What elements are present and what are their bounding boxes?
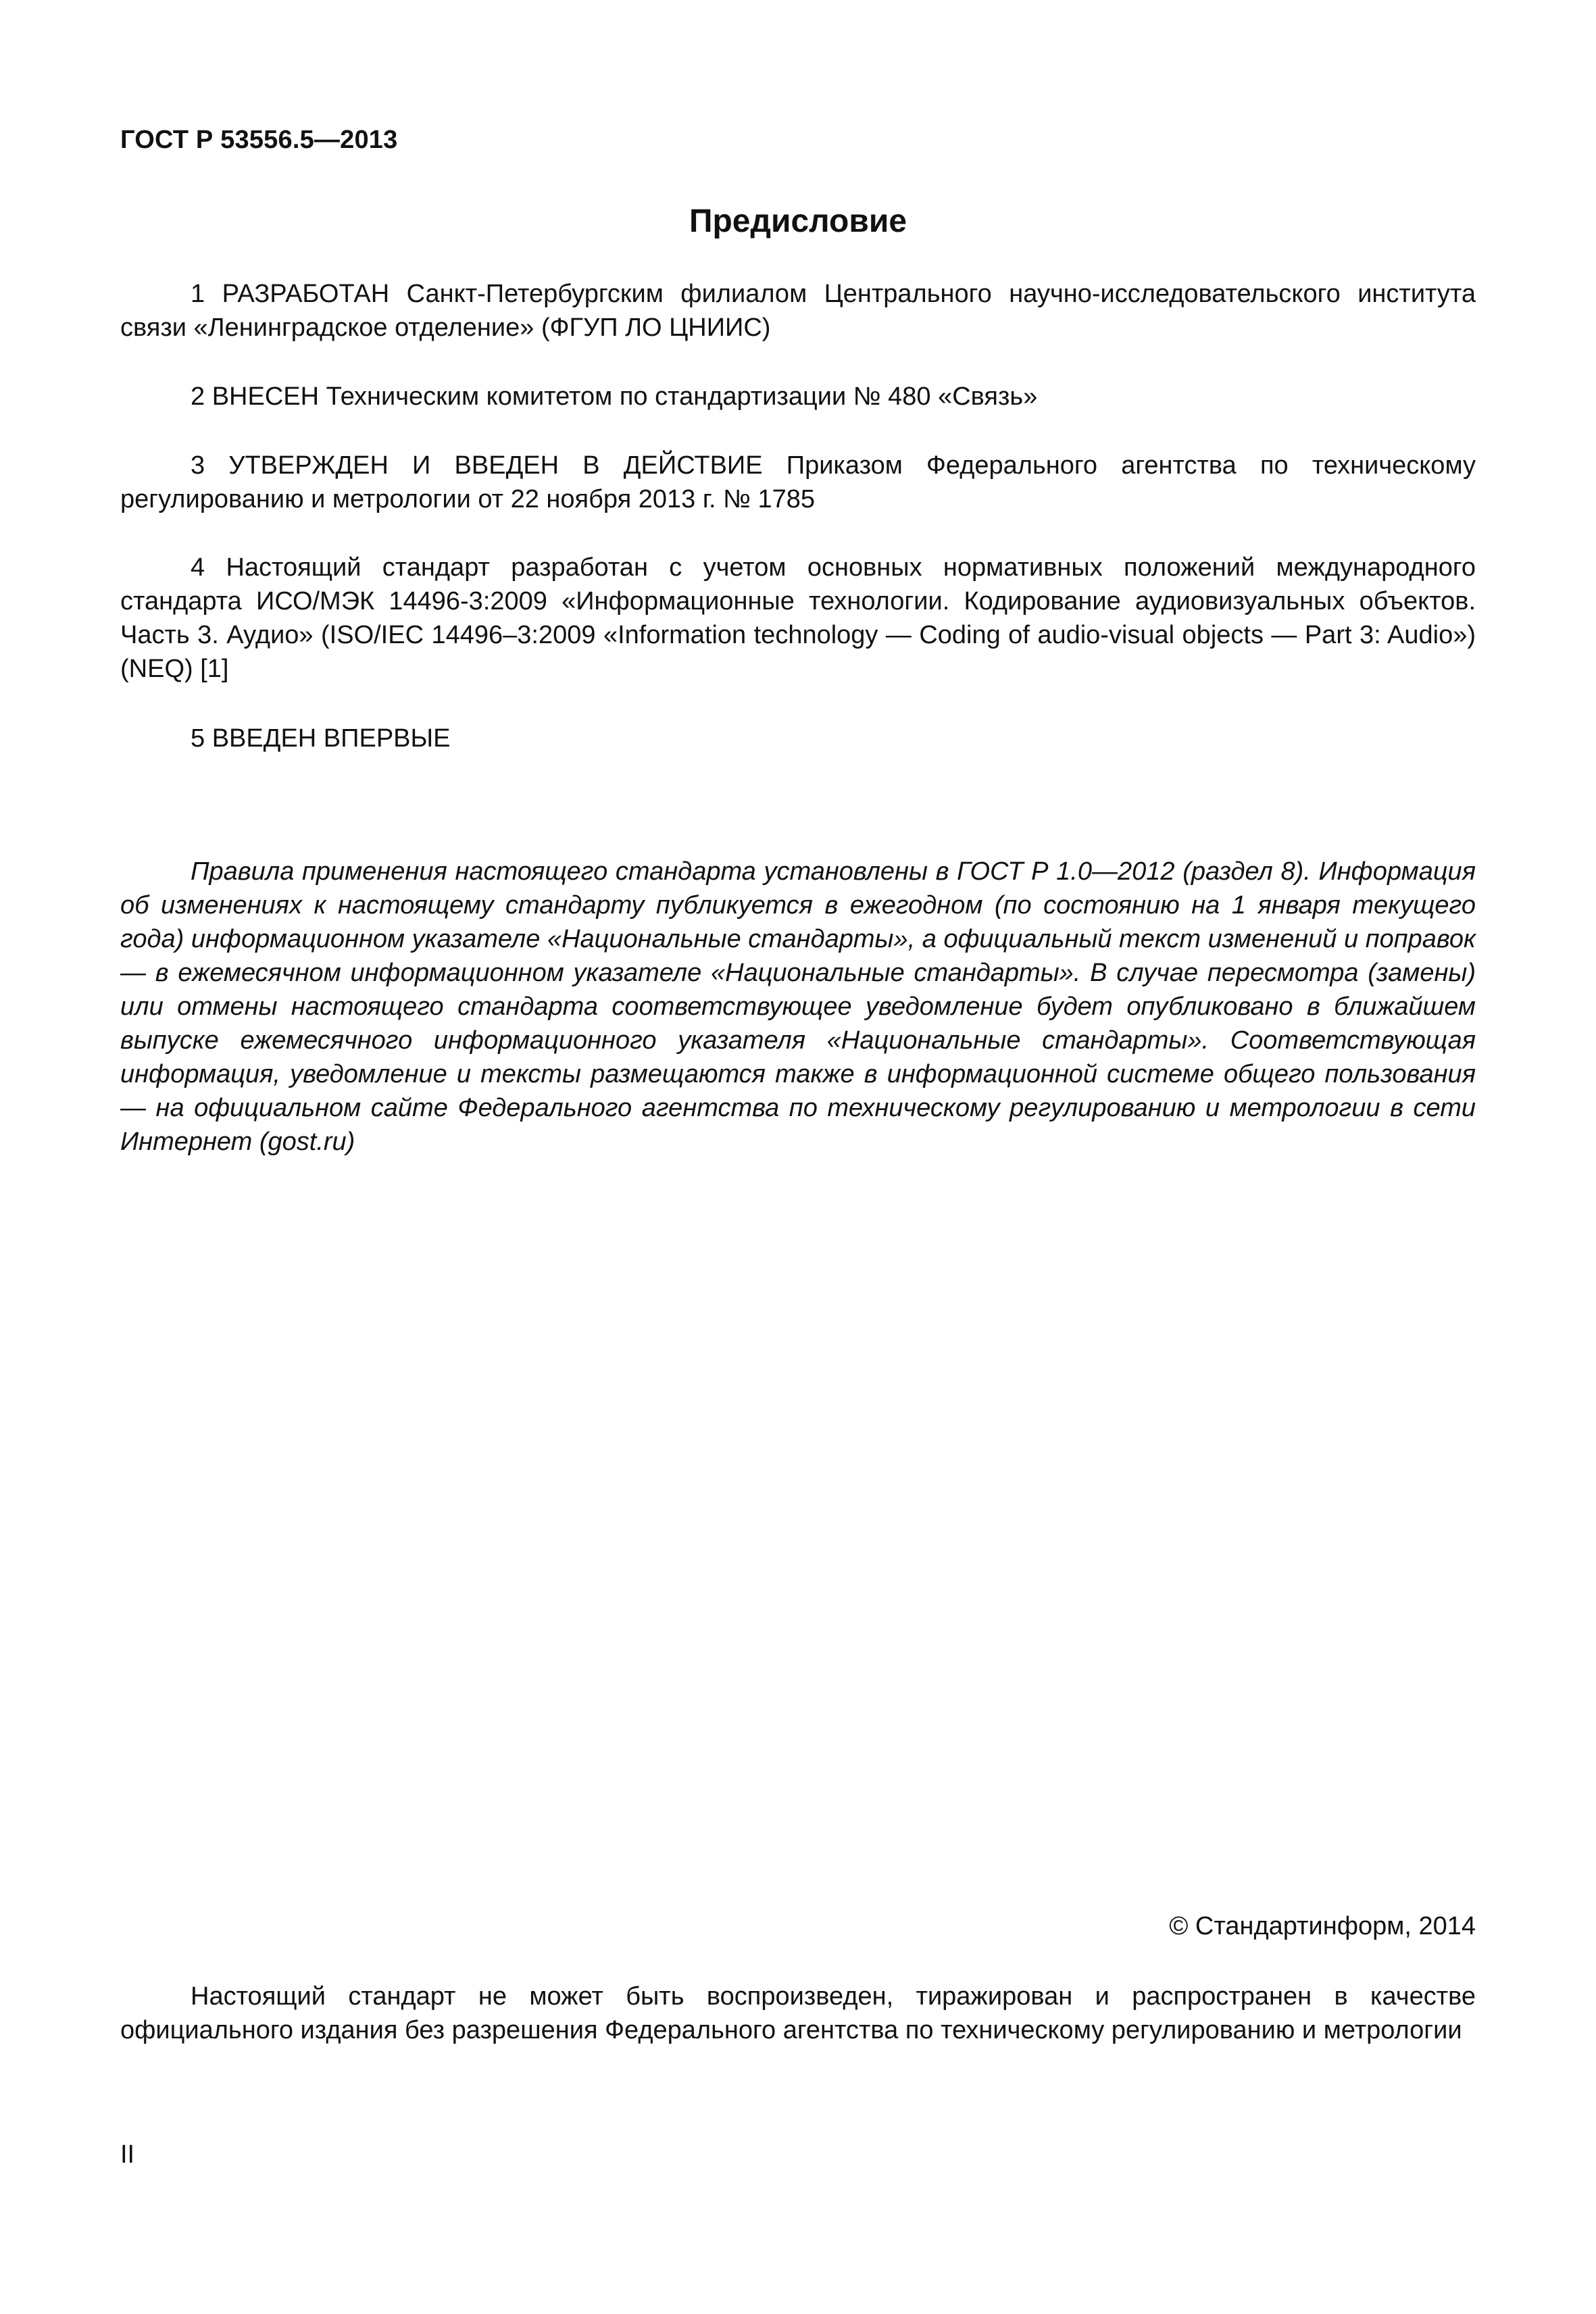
page-title: Предисловие <box>689 203 907 239</box>
copyright: © Стандартинформ, 2014 <box>1169 1912 1476 1940</box>
foreword-item-4: 4 Настоящий стандарт разработан с учетом основных нормативных положений международного стандарта ИСО/МЭК 14496-3:2009 «Информационные технологии. Кодирование аудиовизуальных объектов. Часть 3. Аудио» (ISO/IEC 14496–3:2009 «Information technology — Coding of audio-visual objects — Part 3: Audio») (NEQ) [1] <box>120 553 1476 683</box>
page-number: II <box>120 2140 135 2169</box>
foreword-item-3: 3 УТВЕРЖДЕН И ВВЕДЕН В ДЕЙСТВИЕ Приказом Федерального агентства по техническому регулированию и метрологии от 22 ноября 2013 г. № 1785 <box>120 451 1476 513</box>
foreword-item-5: 5 ВВЕДЕН ВПЕРВЫЕ <box>191 724 451 753</box>
rules-note: Правила применения настоящего стандарта установлены в ГОСТ Р 1.0—2012 (раздел 8). Информация об изменениях к настоящему стандарту публикуется в ежегодном (по состоянию на 1 января текущего года) информационном указателе «Национальные стандарты», а официальный текст изменений и поправок — в ежемесячном информационном указателе «Национальные стандарты». В случае пересмотра (замены) или отмены настоящего стандарта соответствующее уведомление будет опубликовано в ближайшем выпуске ежемесячного информационного указателя «Национальные стандарты». Соответствующая информация, уведомление и тексты размещаются также в информационной системе общего пользования — на официальном сайте Федерального агентства по техническому регулированию и метрологии в сети Интернет (gost.ru) <box>120 857 1476 1156</box>
foreword-item-2: 2 ВНЕСЕН Техническим комитетом по стандартизации № 480 «Связь» <box>191 382 1038 411</box>
foreword-item-1: 1 РАЗРАБОТАН Санкт-Петербургским филиалом Центрального научно-исследовательского института связи «Ленинградское отделение» (ФГУП ЛО ЦНИИС) <box>120 280 1476 342</box>
reproduction-notice: Настоящий стандарт не может быть воспроизведен, тиражирован и распространен в качестве официального издания без разрешения Федерального агентства по техническому регулированию и метрологии <box>120 1982 1476 2044</box>
standard-code: ГОСТ Р 53556.5—2013 <box>120 126 398 154</box>
